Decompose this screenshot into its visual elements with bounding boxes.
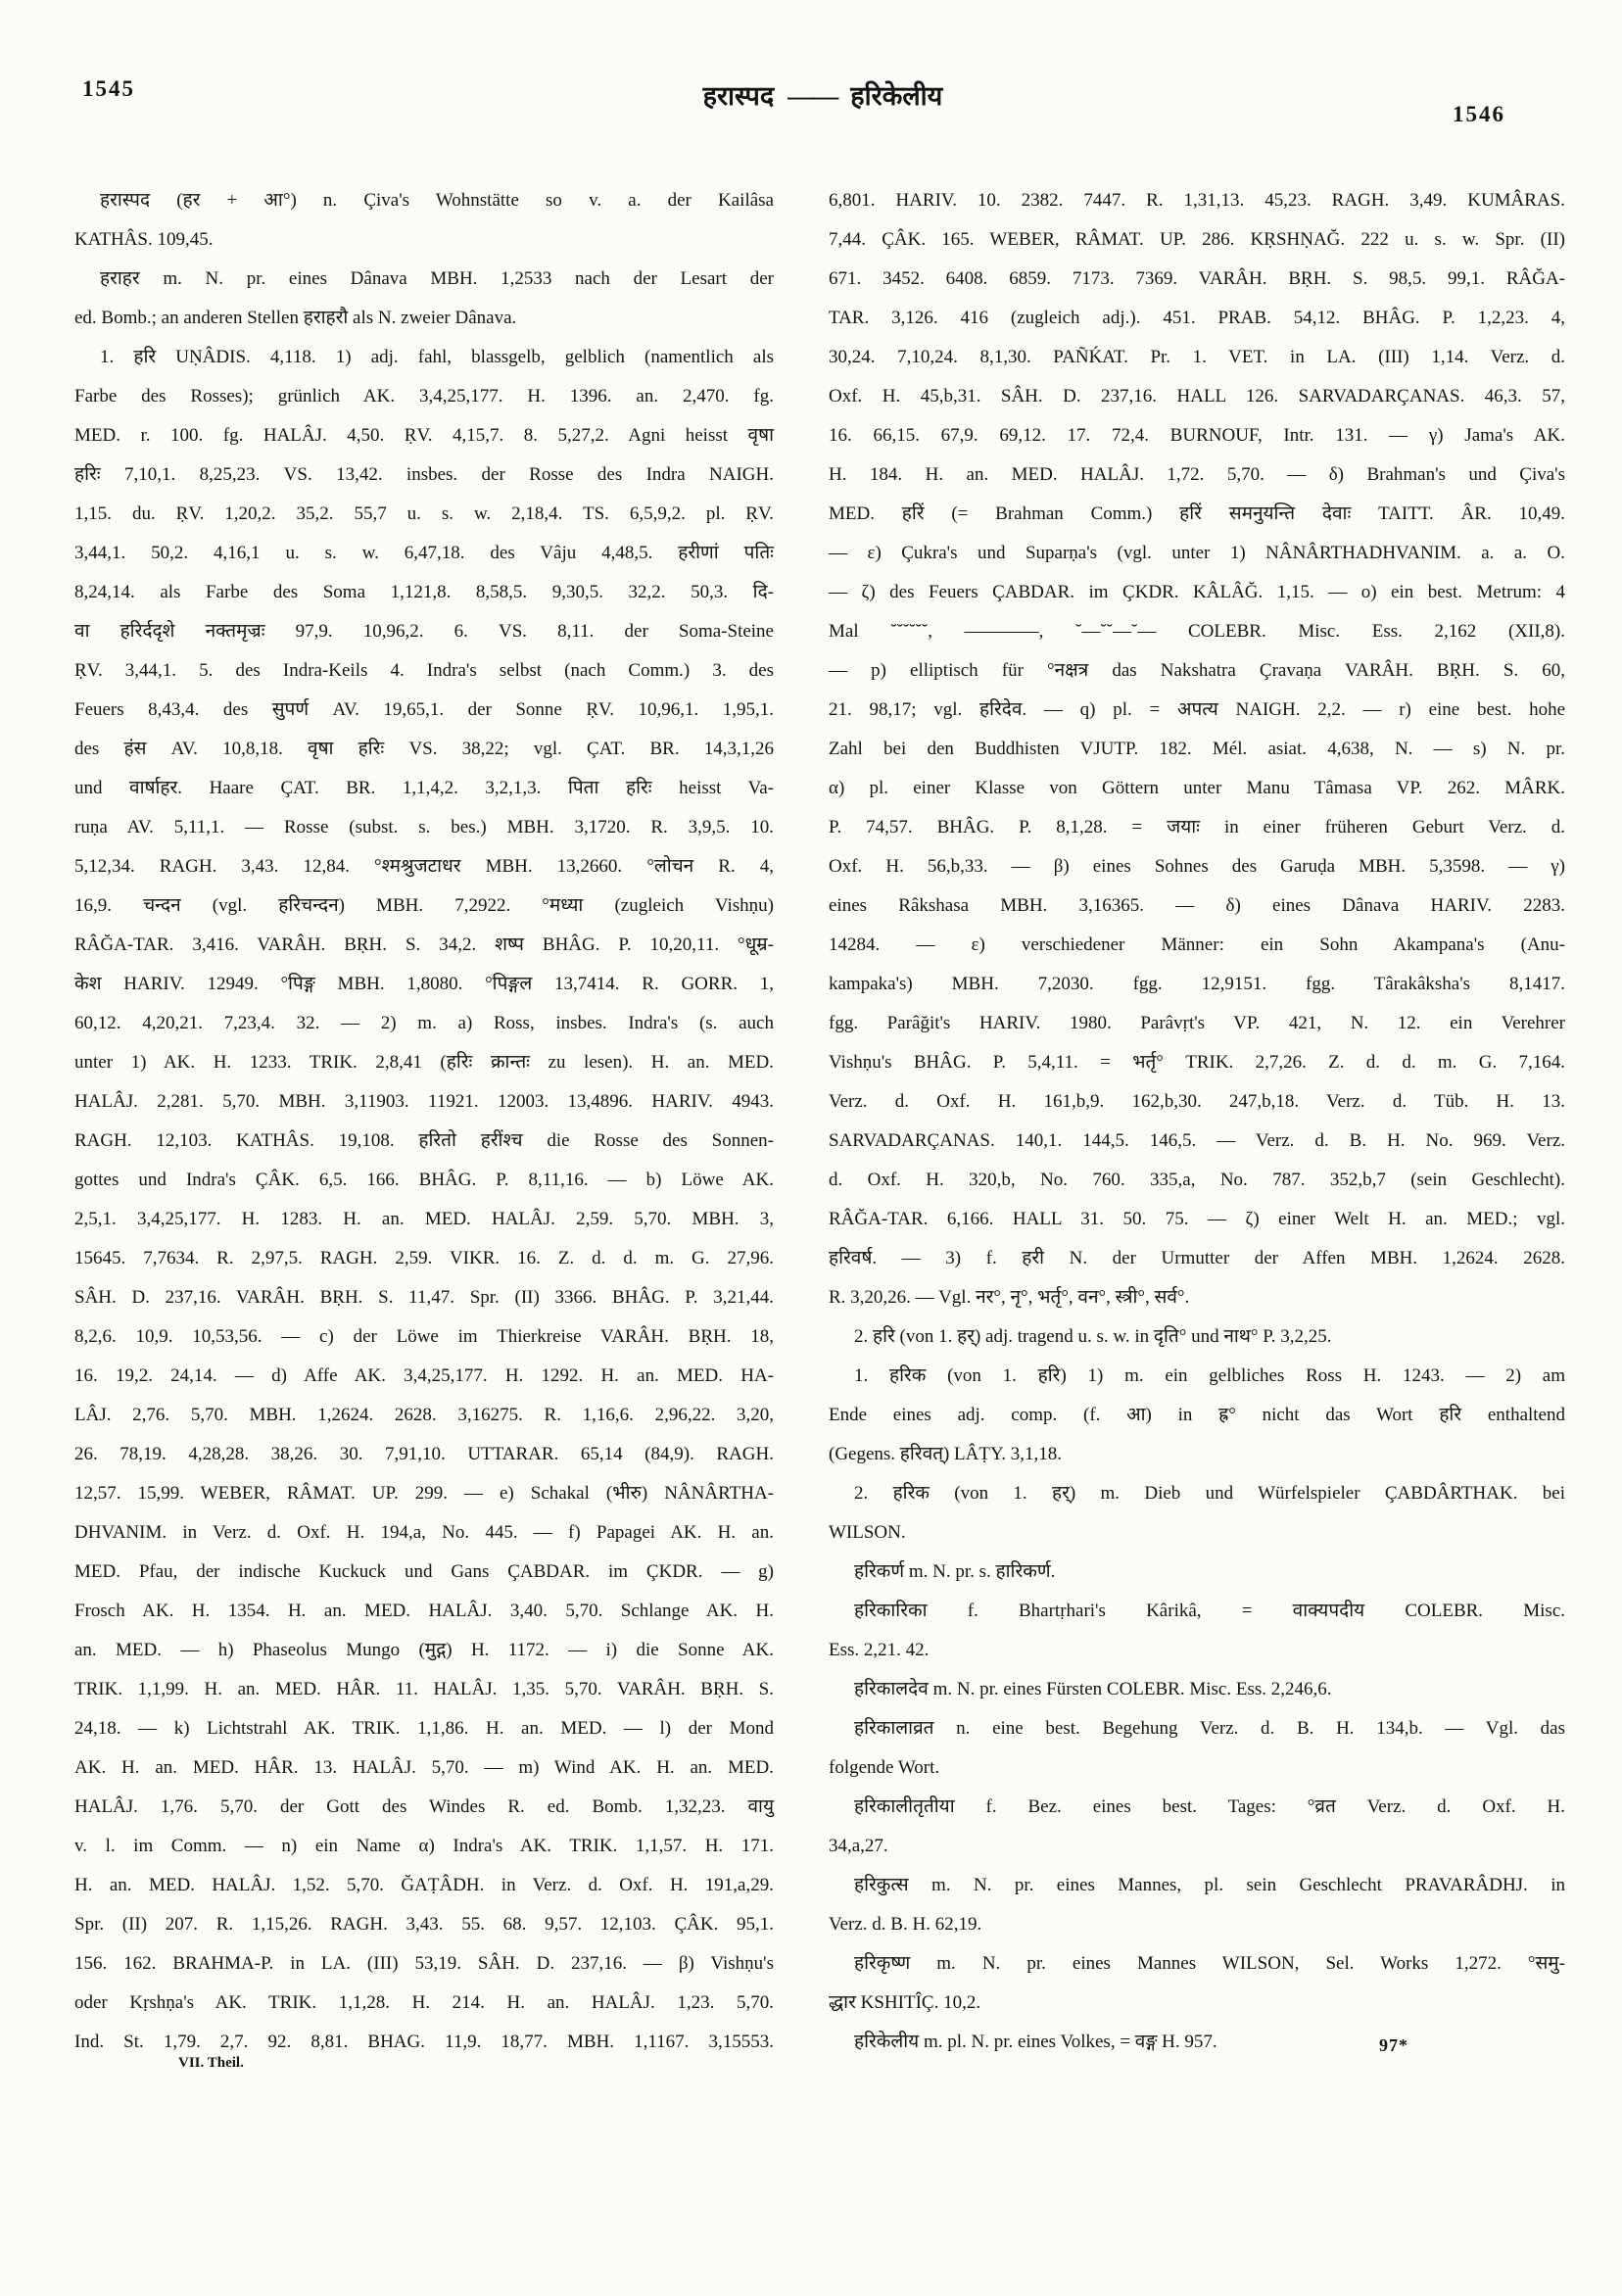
text-line: AK. H. an. MED. HÂR. 13. HALÂJ. 5,70. — m) Wind AK. H. an. MED. — [74, 1757, 774, 1778]
text-line: H. an. MED. HALÂJ. 1,52. 5,70. ĞAṬÂDH. in Verz. d. Oxf. H. 191,a,29. — [74, 1875, 774, 1895]
sheet-signature: 97* — [1379, 2035, 1408, 2055]
page-number-left: 1545 — [82, 76, 135, 101]
text-line: 12,57. 15,99. WEBER, RÂMAT. UP. 299. — e) Schakal (भीरु) NÂNÂRTHA- — [74, 1483, 774, 1504]
text-line: α) pl. einer Klasse von Göttern unter Manu Tâmasa VP. 262. MÂRK. — [829, 778, 1565, 798]
right-text-column — [829, 181, 1565, 2062]
text-line: 156. 162. BRAHMA-P. in LA. (III) 53,19. SÂH. D. 237,16. — β) Vishṇu's — [74, 1953, 774, 1974]
text-line: P. 74,57. BHÂG. P. 8,1,28. = जयाः in einer früheren Geburt Verz. d. — [829, 817, 1565, 837]
text-line: KATHÂS. 109,45. — [74, 229, 214, 250]
text-line: RÂĞA-TAR. 6,166. HALL 31. 50. 75. — ζ) einer Welt H. an. MED.; vgl. — [829, 1209, 1565, 1229]
text-line: und वार्षाहर. Haare ÇAT. BR. 1,1,4,2. 3,2,1,3. पिता हरिः heisst Va- — [74, 778, 774, 798]
text-line: (Gegens. हरिवत्) LÂṬY. 3,1,18. — [829, 1444, 1063, 1464]
running-head-last-word: हरिकेलीय — [850, 81, 943, 111]
text-line: Spr. (II) 207. R. 1,15,26. RAGH. 3,43. 55. 68. 9,57. 12,103. ÇÂK. 95,1. — [74, 1914, 774, 1935]
text-line: 8,24,14. als Farbe des Soma 1,121,8. 8,58,5. 9,30,5. 32,2. 50,3. दि- — [74, 582, 774, 602]
text-line: 60,12. 4,20,21. 7,23,4. 32. — 2) m. a) Ross, insbes. Indra's (s. auch — [74, 1013, 774, 1033]
text-line: Feuers 8,43,4. des सुपर्ण AV. 19,65,1. der Sonne ṚV. 10,96,1. 1,95,1. — [74, 699, 774, 720]
text-line: हरिकारिका f. Bhartṛhari's Kârikâ, = वाक्यपदीय COLEBR. Misc. — [854, 1601, 1565, 1621]
text-line: Frosch AK. H. 1354. H. an. MED. HALÂJ. 3,40. 5,70. Schlange AK. H. — [74, 1601, 774, 1621]
text-line: MED. हरिं (= Brahman Comm.) हरिं समनुयन्ति देवाः TAITT. ÂR. 10,49. — [829, 503, 1565, 524]
text-line: des हंस AV. 10,8,18. वृषा हरिः VS. 38,22; vgl. ÇAT. BR. 14,3,1,26 — [74, 739, 774, 759]
text-line: an. MED. — h) Phaseolus Mungo (मुद्ग) H. 1172. — i) die Sonne AK. — [74, 1640, 774, 1660]
text-line: eines Râkshasa MBH. 3,16365. — δ) eines Dânava HARIV. 2283. — [829, 895, 1565, 916]
text-line: HALÂJ. 2,281. 5,70. MBH. 3,11903. 11921. 12003. 13,4896. HARIV. 4943. — [74, 1091, 774, 1112]
text-line: Vishṇu's BHÂG. P. 5,4,11. = भर्तृ° TRIK. 2,7,26. Z. d. d. m. G. 7,164. — [829, 1052, 1565, 1073]
text-line: d. Oxf. H. 320,b, No. 760. 335,a, No. 787. 352,b,7 (sein Geschlecht). — [829, 1170, 1565, 1190]
text-line: हरिः 7,10,1. 8,25,23. VS. 13,42. insbes. der Rosse des Indra NAIGH. — [74, 464, 774, 485]
text-line: Mal ˘˘˘˘˘˘, ————, ˘—˘˘—˘— COLEBR. Misc. Ess. 2,162 (XII,8). — [829, 621, 1565, 642]
text-line: Verz. d. Oxf. H. 161,b,9. 162,b,30. 247,b,18. Verz. d. Tüb. H. 13. — [829, 1091, 1565, 1112]
text-line: — ε) Çukra's und Suparṇa's (vgl. unter 1) NÂNÂRTHADHVANIM. a. a. O. — [829, 543, 1565, 563]
text-line: oder Kṛshṇa's AK. TRIK. 1,1,28. H. 214. H. an. HALÂJ. 1,23. 5,70. — [74, 1992, 774, 2013]
text-line: 14284. — ε) verschiedener Männer: ein Sohn Akampana's (Anu- — [829, 934, 1565, 955]
text-line: RÂĞA-TAR. 3,416. VARÂH. BṚH. S. 34,2. शष्प BHÂG. P. 10,20,11. °धूम्र- — [74, 934, 774, 955]
text-line: unter 1) AK. H. 1233. TRIK. 2,8,41 (हरिः क्रान्तः zu lesen). H. an. MED. — [74, 1052, 774, 1073]
text-line: 24,18. — k) Lichtstrahl AK. TRIK. 1,1,86. H. an. MED. — l) der Mond — [74, 1718, 774, 1739]
text-line: 34,a,27. — [829, 1836, 888, 1856]
text-line: हरास्पद (हर + आ°) n. Çiva's Wohnstätte so v. a. der Kailâsa — [100, 190, 774, 211]
text-line: 21. 98,17; vgl. हरिदेव. — q) pl. = अपत्य NAIGH. 2,2. — r) eine best. hohe — [829, 699, 1565, 720]
text-line: हरिकुत्स m. N. pr. eines Mannes, pl. sein Geschlecht PRAVARÂDHJ. in — [854, 1875, 1565, 1895]
text-line: 16,9. चन्दन (vgl. हरिचन्दन) MBH. 7,2922. °मध्या (zugleich Vishṇu) — [74, 895, 774, 916]
text-line: — p) elliptisch für °नक्षत्र das Nakshatra Çravaṇa VARÂH. BṚH. S. 60, — [829, 660, 1565, 681]
text-line: Ende eines adj. comp. (f. आ) in ह्र° nicht das Wort हरि enthaltend — [829, 1405, 1565, 1425]
text-line: हरिकालीतृतीया f. Bez. eines best. Tages: °व्रत Verz. d. Oxf. H. — [854, 1796, 1565, 1817]
text-line: 16. 66,15. 67,9. 69,12. 17. 72,4. BURNOUF, Intr. 131. — γ) Jama's AK. — [829, 425, 1565, 446]
text-line: 7,44. ÇÂK. 165. WEBER, RÂMAT. UP. 286. KṚSHṆAĞ. 222 u. s. w. Spr. (II) — [829, 229, 1565, 250]
page-number-right: 1546 — [1453, 102, 1505, 126]
text-line: Ind. St. 1,79. 2,7. 92. 8,81. BHAG. 11,9. 18,77. MBH. 1,1167. 3,15553. — [74, 2032, 774, 2052]
text-line: LÂJ. 2,76. 5,70. MBH. 1,2624. 2628. 3,16275. R. 1,16,6. 2,96,22. 3,20, — [74, 1405, 774, 1425]
text-line: 2. हरि (von 1. हर्) adj. tragend u. s. w. in दृति° und नाथ° P. 3,2,25. — [854, 1326, 1332, 1347]
text-line: Oxf. H. 45,b,31. SÂH. D. 237,16. HALL 126. SARVADARÇANAS. 46,3. 57, — [829, 386, 1565, 407]
text-line: हरिवर्ष. — 3) f. हरी N. der Urmutter der Affen MBH. 1,2624. 2628. — [829, 1248, 1565, 1268]
text-line: 8,2,6. 10,9. 10,53,56. — c) der Löwe im Thierkreise VARÂH. BṚH. 18, — [74, 1326, 774, 1347]
text-line: 5,12,34. RAGH. 3,43. 12,84. °श्मश्रुजटाधर MBH. 13,2660. °लोचन R. 4, — [74, 856, 774, 877]
text-line: WILSON. — [829, 1522, 906, 1543]
text-line: हरिकालाव्रत n. eine best. Begehung Verz. d. B. H. 134,b. — Vgl. das — [854, 1718, 1565, 1739]
text-line: SÂH. D. 237,16. VARÂH. BṚH. S. 11,47. Spr. (II) 3366. BHÂG. P. 3,21,44. — [74, 1287, 774, 1308]
text-line: हरिकेलीय m. pl. N. pr. eines Volkes, = वङ्ग H. 957. — [854, 2032, 1217, 2052]
text-line: H. 184. H. an. MED. HALÂJ. 1,72. 5,70. — δ) Brahman's und Çiva's — [829, 464, 1565, 485]
running-head-first-word: हरास्पद — [702, 81, 775, 111]
text-line: ṚV. 3,44,1. 5. des Indra-Keils 4. Indra's selbst (nach Comm.) 3. des — [74, 660, 774, 681]
volume-signature: VII. Theil. — [178, 2055, 244, 2071]
text-line: 1. हरिक (von 1. हरि) 1) m. ein gelbliches Ross H. 1243. — 2) am — [854, 1365, 1565, 1386]
text-line: वा हरिर्ददृशे नक्तमृज्रः 97,9. 10,96,2. 6. VS. 8,11. der Soma-Steine — [74, 621, 774, 642]
text-line: हरिकालदेव m. N. pr. eines Fürsten COLEBR. Misc. Ess. 2,246,6. — [854, 1679, 1332, 1699]
text-line: RAGH. 12,103. KATHÂS. 19,108. हरितो हरींश्च die Rosse des Sonnen- — [74, 1130, 774, 1151]
text-line: R. 3,20,26. — Vgl. नर°, नृ°, भर्तृ°, वन°, स्त्री°, सर्व°. — [829, 1287, 1190, 1308]
text-line: Ess. 2,21. 42. — [829, 1640, 930, 1660]
text-line: 1,15. du. ṚV. 1,20,2. 35,2. 55,7 u. s. w. 2,18,4. TS. 6,5,9,2. pl. ṚV. — [74, 503, 774, 524]
text-line: 3,44,1. 50,2. 4,16,1 u. s. w. 6,47,18. des Vâju 4,48,5. हरीणां पतिः — [74, 543, 774, 563]
text-line: DHVANIM. in Verz. d. Oxf. H. 194,a, No. 445. — f) Papagei AK. H. an. — [74, 1522, 774, 1543]
text-line: fgg. Parâğit's HARIV. 1980. Parâvṛt's VP. 421, N. 12. ein Verehrer — [829, 1013, 1565, 1033]
text-line: HALÂJ. 1,76. 5,70. der Gott des Windes R. ed. Bomb. 1,32,23. वायु — [74, 1796, 774, 1817]
text-line: 2,5,1. 3,4,25,177. H. 1283. H. an. MED. HALÂJ. 2,59. 5,70. MBH. 3, — [74, 1209, 774, 1229]
running-head-separator: —— — [787, 81, 837, 111]
text-line: 2. हरिक (von 1. हर्) m. Dieb und Würfelspieler ÇABDÂRTHAK. bei — [854, 1483, 1565, 1504]
text-line: 16. 19,2. 24,14. — d) Affe AK. 3,4,25,177. H. 1292. H. an. MED. HA- — [74, 1365, 774, 1386]
text-line: kampaka's) MBH. 7,2030. fgg. 12,9151. fgg. Târakâksha's 8,1417. — [829, 974, 1565, 994]
text-line: 30,24. 7,10,24. 8,1,30. PAÑḰAT. Pr. 1. VET. in LA. (III) 1,14. Verz. d. — [829, 347, 1565, 367]
text-line: TAR. 3,126. 416 (zugleich adj.). 451. PRAB. 54,12. BHÂG. P. 1,2,23. 4, — [829, 308, 1565, 328]
text-line: Oxf. H. 56,b,33. — β) eines Sohnes des Garuḍa MBH. 5,3598. — γ) — [829, 856, 1565, 877]
text-line: Verz. d. B. H. 62,19. — [829, 1914, 982, 1935]
text-line: gottes und Indra's ÇÂK. 6,5. 166. BHÂG. P. 8,11,16. — b) Löwe AK. — [74, 1170, 774, 1190]
text-line: हराहर m. N. pr. eines Dânava MBH. 1,2533 nach der Lesart der — [100, 268, 774, 289]
text-line: Zahl bei den Buddhisten VJUTP. 182. Mél. asiat. 4,638, N. — s) N. pr. — [829, 739, 1565, 759]
text-line: ruṇa AV. 5,11,1. — Rosse (subst. s. bes.) MBH. 3,1720. R. 3,9,5. 10. — [74, 817, 774, 837]
text-line: Farbe des Rosses); grünlich AK. 3,4,25,177. H. 1396. an. 2,470. fg. — [74, 386, 774, 407]
text-line: केश HARIV. 12949. °पिङ्ग MBH. 1,8080. °पिङ्गल 13,7414. R. GORR. 1, — [74, 974, 774, 994]
text-line: 15645. 7,7634. R. 2,97,5. RAGH. 2,59. VIKR. 16. Z. d. d. m. G. 27,96. — [74, 1248, 774, 1268]
running-head — [588, 76, 1058, 113]
text-line: ed. Bomb.; an anderen Stellen हराहरौ als N. zweier Dânava. — [74, 308, 517, 328]
text-line: MED. r. 100. fg. HALÂJ. 4,50. ṚV. 4,15,7. 8. 5,27,2. Agni heisst वृषा — [74, 425, 774, 446]
text-line: TRIK. 1,1,99. H. an. MED. HÂR. 11. HALÂJ. 1,35. 5,70. VARÂH. BṚH. S. — [74, 1679, 774, 1699]
left-text-column — [74, 181, 774, 2062]
text-line: folgende Wort. — [829, 1757, 940, 1778]
text-line: v. l. im Comm. — n) ein Name α) Indra's AK. TRIK. 1,1,57. H. 171. — [74, 1836, 774, 1856]
text-line: द्धार KSHITÎÇ. 10,2. — [829, 1992, 981, 2013]
text-line: हरिकृष्ण m. N. pr. eines Mannes WILSON, Sel. Works 1,272. °समु- — [854, 1953, 1565, 1974]
text-line: हरिकर्ण m. N. pr. s. हारिकर्ण. — [854, 1561, 1056, 1582]
text-line: MED. Pfau, der indische Kuckuck und Gans ÇABDAR. im ÇKDR. — g) — [74, 1561, 774, 1582]
text-line: 26. 78,19. 4,28,28. 38,26. 30. 7,91,10. UTTARAR. 65,14 (84,9). RAGH. — [74, 1444, 774, 1464]
text-line: — ζ) des Feuers ÇABDAR. im ÇKDR. KÂLÂĞ. 1,15. — o) ein best. Metrum: 4 — [829, 582, 1565, 602]
text-line: 6,801. HARIV. 10. 2382. 7447. R. 1,31,13. 45,23. RAGH. 3,49. KUMÂRAS. — [829, 190, 1565, 211]
text-line: 1. हरि UṆÂDIS. 4,118. 1) adj. fahl, blassgelb, gelblich (namentlich als — [100, 347, 774, 367]
text-line: 671. 3452. 6408. 6859. 7173. 7369. VARÂH. BṚH. S. 98,5. 99,1. RÂĞA- — [829, 268, 1565, 289]
text-line: SARVADARÇANAS. 140,1. 144,5. 146,5. — Verz. d. B. H. No. 969. Verz. — [829, 1130, 1565, 1151]
